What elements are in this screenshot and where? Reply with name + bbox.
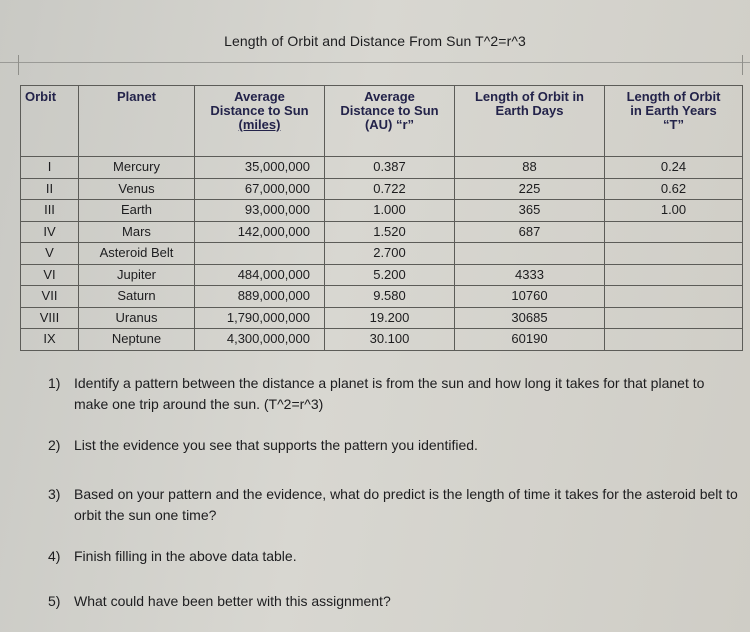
document-title: Length of Orbit and Distance From Sun T^2=r^3	[224, 33, 526, 49]
header-days-line2: Earth Days	[495, 103, 564, 118]
miles-cell: 142,000,000	[195, 221, 325, 243]
miles-cell: 67,000,000	[195, 178, 325, 200]
ruler-tick-right	[742, 55, 743, 75]
years-cell: 0.62	[605, 178, 743, 200]
table-row	[21, 200, 743, 222]
table-row	[21, 243, 743, 265]
days-cell: 687	[455, 221, 605, 243]
table-row	[21, 307, 743, 329]
question-item	[48, 591, 738, 612]
orbit-cell: IX	[21, 329, 79, 351]
planet-cell: Saturn	[79, 286, 195, 308]
table-row	[21, 178, 743, 200]
au-cell: 0.722	[325, 178, 455, 200]
table-row	[21, 157, 743, 179]
days-cell: 88	[455, 157, 605, 179]
header-au-line1: Average	[364, 89, 415, 104]
table-header-row	[21, 86, 743, 157]
ruler-line	[0, 62, 750, 63]
au-cell: 0.387	[325, 157, 455, 179]
orbit-cell: VII	[21, 286, 79, 308]
years-cell: 0.24	[605, 157, 743, 179]
question-text: Identify a pattern between the distance a planet is from the sun and how long it takes for that planet to make one trip around the sun. (T^2=r^3)	[74, 375, 705, 412]
planet-cell: Venus	[79, 178, 195, 200]
table-row	[21, 286, 743, 308]
header-au-line2: Distance to Sun	[340, 103, 439, 118]
days-cell: 10760	[455, 286, 605, 308]
orbit-cell: IV	[21, 221, 79, 243]
miles-cell: 889,000,000	[195, 286, 325, 308]
question-item	[48, 546, 738, 567]
question-item	[48, 484, 738, 526]
au-cell: 9.580	[325, 286, 455, 308]
header-orbit-days	[455, 86, 605, 157]
years-cell	[605, 243, 743, 265]
days-cell: 4333	[455, 264, 605, 286]
miles-cell: 93,000,000	[195, 200, 325, 222]
question-item	[48, 373, 738, 415]
header-miles-line3: (miles)	[238, 117, 281, 132]
years-cell	[605, 221, 743, 243]
au-cell: 19.200	[325, 307, 455, 329]
days-cell: 60190	[455, 329, 605, 351]
header-days-line1: Length of Orbit in	[474, 89, 585, 104]
days-cell	[455, 243, 605, 265]
orbit-cell: III	[21, 200, 79, 222]
au-cell: 2.700	[325, 243, 455, 265]
header-distance-miles	[195, 86, 325, 157]
planet-cell: Asteroid Belt	[79, 243, 195, 265]
years-cell	[605, 264, 743, 286]
years-cell: 1.00	[605, 200, 743, 222]
header-years-line2: in Earth Years	[630, 103, 717, 118]
table-row	[21, 329, 743, 351]
au-cell: 5.200	[325, 264, 455, 286]
miles-cell	[195, 243, 325, 265]
days-cell: 30685	[455, 307, 605, 329]
miles-cell: 35,000,000	[195, 157, 325, 179]
header-au-line3: (AU) “r”	[364, 117, 415, 132]
question-number: 1)	[48, 375, 61, 391]
question-number: 2)	[48, 437, 61, 453]
question-number: 5)	[48, 593, 61, 609]
days-cell: 365	[455, 200, 605, 222]
question-text: List the evidence you see that supports the pattern you identified.	[74, 437, 478, 453]
orbit-data-table	[20, 85, 743, 351]
planet-cell: Mercury	[79, 157, 195, 179]
orbit-cell: V	[21, 243, 79, 265]
planet-cell: Uranus	[79, 307, 195, 329]
question-number: 3)	[48, 486, 61, 502]
header-planet: Planet	[79, 86, 195, 157]
au-cell: 30.100	[325, 329, 455, 351]
table-row	[21, 264, 743, 286]
orbit-cell: I	[21, 157, 79, 179]
question-number: 4)	[48, 548, 61, 564]
table-row	[21, 221, 743, 243]
question-item	[48, 435, 738, 456]
miles-cell: 1,790,000,000	[195, 307, 325, 329]
planet-cell: Earth	[79, 200, 195, 222]
orbit-cell: VI	[21, 264, 79, 286]
planet-cell: Jupiter	[79, 264, 195, 286]
header-orbit-years	[605, 86, 743, 157]
header-orbit: Orbit	[21, 86, 79, 157]
question-text: Based on your pattern and the evidence, what do predict is the length of time it takes for the asteroid belt to orbit the sun one time?	[74, 486, 738, 523]
au-cell: 1.000	[325, 200, 455, 222]
question-text: Finish filling in the above data table.	[74, 548, 297, 564]
header-years-line3: “T”	[663, 117, 684, 132]
planet-cell: Mars	[79, 221, 195, 243]
au-cell: 1.520	[325, 221, 455, 243]
miles-cell: 4,300,000,000	[195, 329, 325, 351]
miles-cell: 484,000,000	[195, 264, 325, 286]
header-distance-au	[325, 86, 455, 157]
planet-cell: Neptune	[79, 329, 195, 351]
years-cell	[605, 307, 743, 329]
header-miles-line1: Average	[234, 89, 285, 104]
orbit-cell: II	[21, 178, 79, 200]
years-cell	[605, 329, 743, 351]
header-miles-line2: Distance to Sun	[210, 103, 309, 118]
question-text: What could have been better with this assignment?	[74, 593, 391, 609]
years-cell	[605, 286, 743, 308]
orbit-cell: VIII	[21, 307, 79, 329]
header-years-line1: Length of Orbit	[626, 89, 721, 104]
days-cell: 225	[455, 178, 605, 200]
ruler-tick-left	[18, 55, 19, 75]
